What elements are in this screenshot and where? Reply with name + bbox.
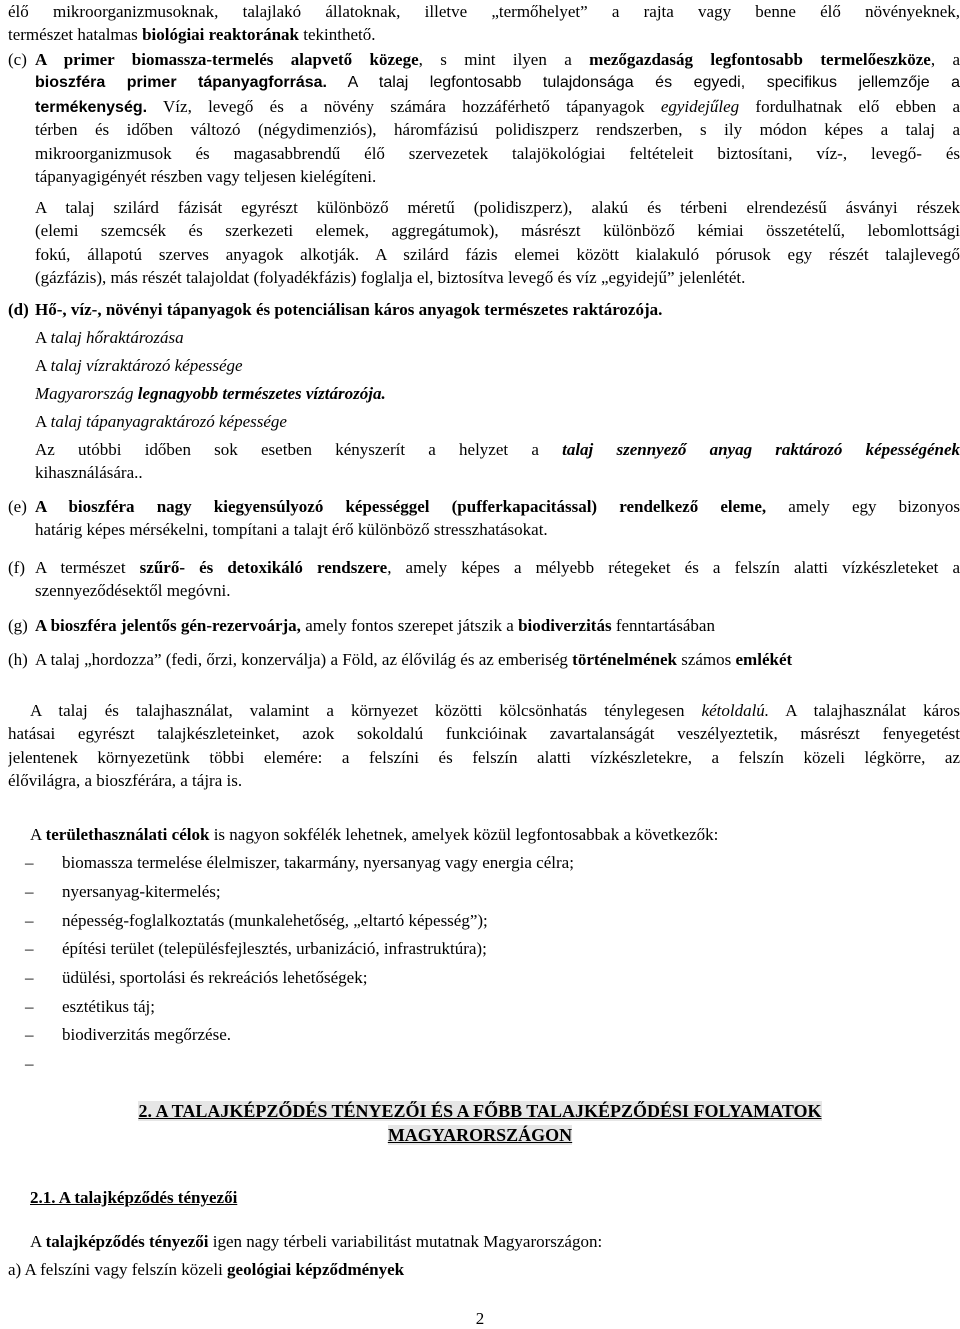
dash-bullet: – — [25, 1025, 34, 1044]
text-run: A talaj legfontosabb tulajdonsága és egyedi, specifikus jellemzője a — [327, 74, 960, 92]
italic-run: talaj hőraktározása — [50, 328, 184, 347]
chapter-heading-line: 2. A TALAJKÉPZŐDÉS TÉNYEZŐI ÉS A FŐBB TALAJKÉPZŐDÉSI FOLYAMATOK — [138, 1101, 822, 1121]
section-heading-label: 2.1. A talajképződés tényezői — [30, 1188, 238, 1207]
italic-run: talaj tápanyagraktározó képessége — [50, 412, 287, 431]
text-run: amely egy bizonyos — [766, 497, 960, 516]
item-c — [8, 48, 960, 188]
list-item-text: nyersanyag-kitermelés; — [62, 882, 221, 901]
text-line — [8, 823, 960, 846]
list-item — [25, 995, 925, 1019]
item-label: (f) — [8, 558, 25, 577]
bold-run: biodiverzitás — [518, 616, 612, 635]
bold-run: szűrő- és detoxikáló rendszere — [139, 558, 388, 577]
text-line: (elemi szemcsék és szerkezeti elemek, aggregátumok), másrészt különböző kémiai összetételű, lebomlottsági — [35, 221, 960, 241]
text-run: fenntartásában — [611, 616, 715, 635]
text-line — [35, 556, 960, 579]
text-line — [35, 648, 960, 671]
bold-run: biológiai reaktorának — [142, 25, 300, 45]
text-line: A talaj szilárd fázisát egyrészt különböző méretű (polidiszperz), alakú és térbeni elrendezésű ásványi részek — [35, 198, 960, 217]
text-run: Az utóbbi időben sok esetben kényszerít a helyzet a — [35, 440, 563, 459]
item-label: (h) — [8, 650, 28, 669]
list-item-text: biomassza termelése élelmiszer, takarmány, nyersanyag vagy energia célra; — [62, 853, 574, 872]
italic-run: Magyarország — [35, 384, 138, 403]
text-run: természet hatalmas — [8, 25, 143, 45]
item-label: (d) — [8, 300, 29, 319]
bold-run: történelmének — [572, 650, 677, 669]
text-line: kihasználására.. — [35, 463, 143, 483]
dash-bullet: – — [25, 997, 34, 1016]
bold-run: A bioszféra nagy kiegyensúlyozó képességgel (pufferkapacitással) rendelkező eleme, — [35, 497, 767, 516]
bold-run: geológiai képződmények — [227, 1260, 405, 1279]
bold-run: bioszféra primer tápanyagforrása. — [35, 74, 327, 92]
bold-run: mezőgazdaság legfontosabb termelőeszköze — [589, 50, 931, 69]
text-run: amely fontos szerepet játszik a — [300, 616, 519, 635]
text-run: A talaj „hordozza” (fedi, őrzi, konzerválja) a Föld, az élővilág és az emberiség — [35, 650, 573, 669]
text-run: fordulhatnak elő ebben a — [739, 96, 960, 116]
text-line — [8, 23, 960, 46]
text-line: (gázfázis), más részét talajoldat (folyadékfázis) foglalja el, biztosítva levegő és víz „egyidejű” jelenlétét. — [35, 268, 746, 288]
text-line — [8, 1258, 960, 1281]
list-item — [25, 937, 925, 961]
text-line — [35, 354, 960, 377]
text-line: határig képes mérsékelni, tompítani a talajt érő különböző stresszhatásokat. — [35, 520, 548, 540]
text-line — [35, 95, 960, 118]
text-run: , s mint ilyen a — [418, 50, 590, 69]
list-item-text: esztétikus táj; — [62, 997, 156, 1016]
bold-run: termékenység. — [35, 98, 148, 116]
text-line: jelentenek környezetünk többi elemére: a felszíni és felszín alatti vízkészletekre, a felszín közeli légkörre, az — [8, 747, 960, 767]
factors-intro — [8, 1230, 960, 1253]
text-line — [8, 1230, 960, 1253]
item-d-sub1 — [8, 326, 960, 349]
bold-run: emlékét — [735, 650, 793, 669]
text-line — [35, 495, 960, 518]
text-run: A — [35, 412, 51, 431]
list-item — [25, 880, 925, 904]
section-heading — [30, 1186, 930, 1209]
bold-italic-run: talaj szennyező anyag raktározó képességének — [562, 440, 960, 459]
text-line: szennyeződésektől megóvni. — [35, 581, 231, 601]
item-d-sub4 — [8, 410, 960, 433]
item-d-sub5 — [8, 438, 960, 485]
italic-run: talaj vízraktározó képessége — [50, 356, 243, 375]
text-run: Víz, levegő és a növény számára hozzáférhető tápanyagok — [147, 96, 661, 116]
list-item — [25, 1023, 925, 1047]
bold-italic-run: legnagyobb természetes víztározója. — [137, 384, 386, 403]
text-run: , amely képes a mélyebb rétegeket és a felszín alatti vízkészleteket a — [387, 558, 960, 577]
bold-run: A bioszféra jelentős gén-rezervoárja, — [35, 616, 301, 635]
dash-bullet: – — [25, 939, 34, 958]
bold-run: Hő-, víz-, növényi tápanyagok és potenciálisan káros anyagok természetes raktározója. — [35, 300, 663, 319]
list-item-text: üdülési, sportolási és rekreációs lehetőségek; — [62, 968, 368, 987]
item-label: (g) — [8, 616, 28, 635]
list-item-text: építési terület (településfejlesztés, urbanizáció, infrastruktúra); — [62, 939, 487, 958]
bold-run: talajképződés tényezői — [45, 1232, 209, 1251]
dash-bullet: – — [25, 1054, 34, 1073]
item-c-paragraph-2 — [8, 196, 960, 290]
text-line — [35, 614, 960, 637]
text-line: hatásai egyrészt talajkészleteinket, azok sokoldalú funkcióinak zavartalanságát veszélyeztetik, másrészt fenyegetést — [8, 724, 960, 744]
list-item — [25, 851, 925, 875]
dash-bullet: – — [25, 968, 34, 987]
text-run: tekinthető. — [299, 25, 376, 45]
list-item-text: biodiverzitás megőrzése. — [62, 1025, 231, 1044]
text-line: tápanyagigényét részben vagy teljesen kielégíteni. — [35, 166, 377, 186]
text-run: A természet — [35, 558, 140, 577]
bold-run: A primer biomassza-termelés alapvető közege — [35, 50, 419, 69]
item-e — [8, 495, 960, 542]
page-number: 2 — [475, 1309, 485, 1328]
text-run: A talaj és talajhasználat, valamint a környezet közötti kölcsönhatás ténylegesen — [30, 701, 702, 720]
text-run: igen nagy térbeli variabilitást mutatnak Magyarországon: — [208, 1232, 603, 1251]
text-line — [35, 298, 960, 321]
interaction-paragraph — [8, 699, 960, 793]
item-d — [8, 298, 960, 321]
dash-bullet: – — [25, 882, 34, 901]
text-line: élő mikroorganizmusoknak, talajlakó állatoknak, illetve „termőhelyet” a rajta vagy benne élő növényeknek, — [8, 2, 960, 21]
item-d-sub3 — [8, 382, 960, 405]
text-run: A — [30, 825, 46, 844]
text-line — [35, 71, 960, 94]
italic-run: kétoldalú. — [701, 701, 770, 720]
item-d-sub2 — [8, 354, 960, 377]
item-g — [8, 614, 960, 637]
text-run: , a — [930, 50, 960, 69]
text-run: számos — [676, 650, 736, 669]
text-run: is nagyon sokfélék lehetnek, amelyek közül legfontosabbak a következők: — [209, 825, 719, 844]
text-line: térben és időben változó (négydimenziós), háromfázisú polidiszperz rendszerben, s ily módon képes a talaj a — [35, 120, 960, 140]
list-item — [25, 1052, 925, 1076]
intro-paragraph — [8, 0, 960, 47]
item-label: (e) — [8, 497, 27, 516]
item-h — [8, 648, 960, 671]
text-run: A — [35, 328, 51, 347]
list-item — [25, 966, 925, 990]
text-line — [35, 438, 960, 461]
list-item — [25, 909, 925, 933]
chapter-heading — [0, 1099, 960, 1147]
text-run: A talajhasználat káros — [769, 701, 960, 720]
item-f — [8, 556, 960, 603]
text-line: élővilágra, a bioszférára, a tájra is. — [8, 771, 243, 791]
bold-run: területhasználati célok — [45, 825, 210, 844]
item-label: (c) — [8, 50, 27, 69]
text-line — [35, 382, 960, 405]
text-line — [35, 410, 960, 433]
text-run: A — [35, 356, 51, 375]
italic-run: egyidejűleg — [660, 96, 740, 116]
text-line — [35, 326, 960, 349]
text-run: A — [30, 1232, 46, 1251]
chapter-heading-line: MAGYARORSZÁGON — [387, 1125, 573, 1145]
goals-intro — [8, 823, 960, 846]
list-item-text: népesség-foglalkoztatás (munkalehetőség, „eltartó képesség”); — [62, 911, 488, 930]
text-run: a) A felszíni vagy felszín közeli — [8, 1260, 228, 1279]
factor-item-a — [8, 1258, 960, 1281]
text-line: mikroorganizmusok és magasabbrendű élő szervezetek talajökológiai feltételeit biztosítani, víz-, levegő- és — [35, 143, 960, 163]
section-heading-text — [30, 1186, 930, 1209]
text-line — [35, 48, 960, 71]
text-line — [8, 699, 960, 722]
dash-bullet: – — [25, 853, 34, 872]
text-line: fokú, állapotú szerves anyagok alkotják. A szilárd fázis elemei között kialakuló pórusok egy részét talajlevegő — [35, 244, 960, 264]
dash-bullet: – — [25, 911, 34, 930]
